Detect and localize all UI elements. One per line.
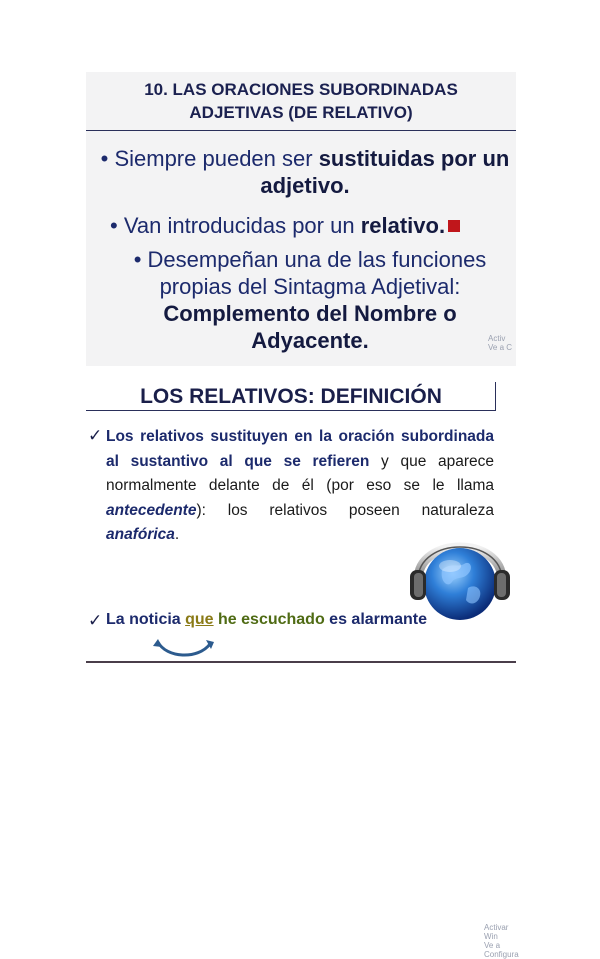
title-line-1: 10. LAS ORACIONES SUBORDINADAS <box>144 80 458 99</box>
term-antecedente: antecedente <box>106 501 197 519</box>
slide-subordinadas-adjetivas <box>86 72 516 366</box>
checkmark-icon: ✓ <box>88 426 103 445</box>
watermark-line-2: Ve a C <box>488 343 513 352</box>
watermark-line-1: Activar Win <box>484 923 509 941</box>
windows-activation-watermark <box>488 334 512 352</box>
bullet-sustituidas: • Siempre pueden ser sustituidas por un adjetivo. <box>100 146 510 198</box>
slide-title <box>86 78 516 124</box>
bullet-emphasis: sustituidas por un adjetivo. <box>260 146 510 198</box>
example-verb: he escuchado <box>213 611 325 628</box>
slide-bottom-border <box>86 661 516 663</box>
example-relative-que: que <box>185 611 214 628</box>
definition-end: . <box>174 526 180 543</box>
red-square-marker <box>448 220 460 232</box>
checkmark-icon: ✓ <box>88 611 103 630</box>
bullet-text: Desempeñan una de las funciones propias del Sintagma Adjetival: <box>147 247 487 299</box>
term-anaforica: anafórica <box>106 526 175 543</box>
bullet-text: Siempre pueden ser <box>114 146 319 171</box>
definition-text: ): los relativos poseen naturaleza <box>196 501 494 519</box>
title-line-2: ADJETIVAS (DE RELATIVO) <box>189 103 413 122</box>
bullet-text: Van introducidas por un <box>123 213 361 238</box>
example-predicate: es alarmante <box>324 611 428 628</box>
bullet-relativo: • Van introducidas por un relativo. <box>110 212 510 239</box>
watermark-line-2: Ve a Configura <box>484 941 519 959</box>
definition-text: y que aparece normalmente delante de él (por eso se le llama <box>106 452 495 494</box>
bullet-emphasis: relativo. <box>360 213 446 238</box>
bullet-emphasis: Complemento del Nombre o Adyacente. <box>163 301 457 353</box>
windows-activation-watermark <box>484 923 519 959</box>
slide-title: LOS RELATIVOS: DEFINICIÓN <box>140 385 442 408</box>
bullet-funciones: • Desempeñan una de las funciones propias del Sintagma Adjetival: Complemento del Nombre o Adyacente. <box>133 247 487 353</box>
watermark-line-1: Activ <box>488 334 506 343</box>
title-divider <box>86 130 516 131</box>
title-divider <box>86 410 496 411</box>
definition-emphasis: Los relativos sustituyen en la oración subordinada al sustantivo al que se refieren <box>106 428 494 470</box>
slide-relativos-definicion <box>86 374 519 959</box>
example-sentence <box>106 611 427 629</box>
curved-arrow-icon <box>152 638 218 660</box>
title-divider-vertical <box>495 382 496 411</box>
example-subject: La noticia <box>106 611 186 628</box>
